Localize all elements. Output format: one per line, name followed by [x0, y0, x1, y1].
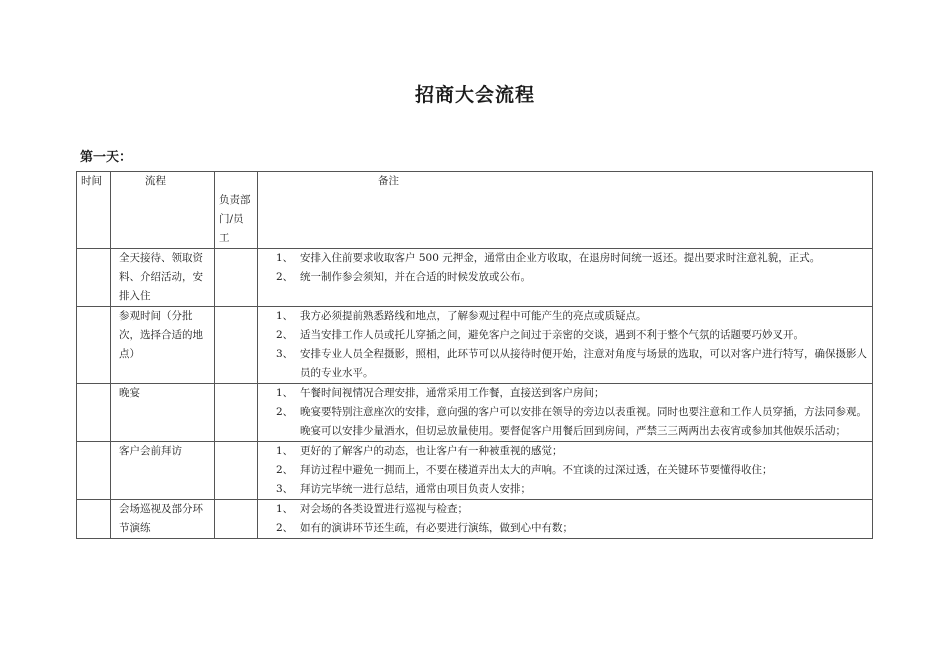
- note-item: [262, 345, 868, 383]
- note-number: 1、: [276, 445, 294, 457]
- note-number: 2、: [276, 522, 294, 534]
- note-item: [262, 384, 868, 403]
- note-number: 2、: [276, 329, 294, 341]
- note-number: 2、: [276, 464, 294, 476]
- note-text: 如有的演讲环节还生疏，有必要进行演练，做到心中有数；: [300, 522, 573, 534]
- note-text: 统一制作参会须知，并在合适的时候发放或公布。: [300, 271, 531, 283]
- note-item: [262, 403, 868, 441]
- schedule-table: [76, 171, 873, 539]
- process-cell: 晚宴: [111, 384, 215, 442]
- table-row: [77, 442, 873, 500]
- note-number: 3、: [276, 483, 294, 495]
- time-cell: [77, 307, 111, 384]
- note-number: 1、: [276, 310, 294, 322]
- time-cell: [77, 500, 111, 539]
- header-time: 时间: [77, 172, 111, 249]
- note-text: 我方必须提前熟悉路线和地点，了解参观过程中可能产生的亮点或质疑点。: [300, 310, 647, 322]
- note-list: [262, 249, 868, 287]
- note-number: 2、: [276, 406, 294, 418]
- note-cell: [258, 384, 873, 442]
- note-item: [262, 461, 868, 480]
- note-number: 3、: [276, 348, 294, 360]
- table-row: [77, 500, 873, 539]
- time-cell: [77, 249, 111, 307]
- note-number: 1、: [276, 252, 294, 264]
- note-number: 2、: [276, 271, 294, 283]
- dept-cell: [215, 384, 258, 442]
- dept-cell: [215, 249, 258, 307]
- note-text: 拜访过程中避免一拥而上，不要在楼道弄出太大的声响。不宜谈的过深过透，在关键环节要懂得收住；: [300, 464, 773, 476]
- note-cell: [258, 249, 873, 307]
- note-text: 安排专业人员全程摄影，照相，此环节可以从接待时便开始，注意对角度与场景的选取，可以对客户进行特写，确保摄影人员的专业水平。: [300, 348, 867, 379]
- header-dept-label: 负责部门/员工: [219, 194, 251, 244]
- note-cell: [258, 307, 873, 384]
- note-list: [262, 307, 868, 383]
- header-process: 流程: [111, 172, 215, 249]
- table-header-row: [77, 172, 873, 249]
- note-cell: [258, 500, 873, 539]
- note-text: 晚宴要特别注意座次的安排，意向强的客户可以安排在领导的旁边以表重视。同时也要注意和工作人员穿插，方法同参观。晚宴可以安排少量酒水，但切忌放量使用。要督促客户用餐后回到房间，严禁三三两两出去夜宵或参加其他娱乐活动；: [300, 406, 867, 437]
- note-list: [262, 442, 868, 499]
- note-text: 更好的了解客户的动态，也让客户有一种被重视的感觉；: [300, 445, 563, 457]
- dept-cell: [215, 307, 258, 384]
- dept-cell: [215, 500, 258, 539]
- note-item: [262, 307, 868, 326]
- note-text: 安排入住前要求收取客户 500 元押金，通常由企业方收取，在退房时间统一返还。提出要求时注意礼貌，正式。: [300, 252, 821, 264]
- note-text: 适当安排工作人员或托儿穿插之间，避免客户之间过于亲密的交谈，遇到不利于整个气氛的话题要巧妙叉开。: [300, 329, 804, 341]
- process-cell: 客户会前拜访: [111, 442, 215, 500]
- note-number: 1、: [276, 503, 294, 515]
- note-text: 对会场的各类设置进行巡视与检查；: [300, 503, 468, 515]
- note-item: [262, 442, 868, 461]
- note-item: [262, 249, 868, 268]
- note-list: [262, 500, 868, 538]
- process-cell: 全天接待、领取资料、介绍活动，安排入住: [111, 249, 215, 307]
- note-item: [262, 519, 868, 538]
- dept-cell: [215, 442, 258, 500]
- header-dept: [215, 172, 258, 249]
- process-cell: 会场巡视及部分环节演练: [111, 500, 215, 539]
- note-item: [262, 500, 868, 519]
- time-cell: [77, 384, 111, 442]
- table-row: [77, 307, 873, 384]
- time-cell: [77, 442, 111, 500]
- day-heading: 第一天：: [80, 150, 133, 165]
- note-cell: [258, 442, 873, 500]
- note-text: 拜访完毕统一进行总结，通常由项目负责人安排；: [300, 483, 531, 495]
- process-cell: 参观时间（分批次，选择合适的地点）: [111, 307, 215, 384]
- page-title: 招商大会流程: [414, 84, 535, 106]
- note-text: 午餐时间视情况合理安排，通常采用工作餐，直接送到客户房间；: [300, 387, 605, 399]
- note-list: [262, 384, 868, 441]
- note-item: [262, 326, 868, 345]
- note-item: [262, 480, 868, 499]
- table-row: [77, 249, 873, 307]
- header-note: 备注: [258, 172, 873, 249]
- note-item: [262, 268, 868, 287]
- note-number: 1、: [276, 387, 294, 399]
- table-row: [77, 384, 873, 442]
